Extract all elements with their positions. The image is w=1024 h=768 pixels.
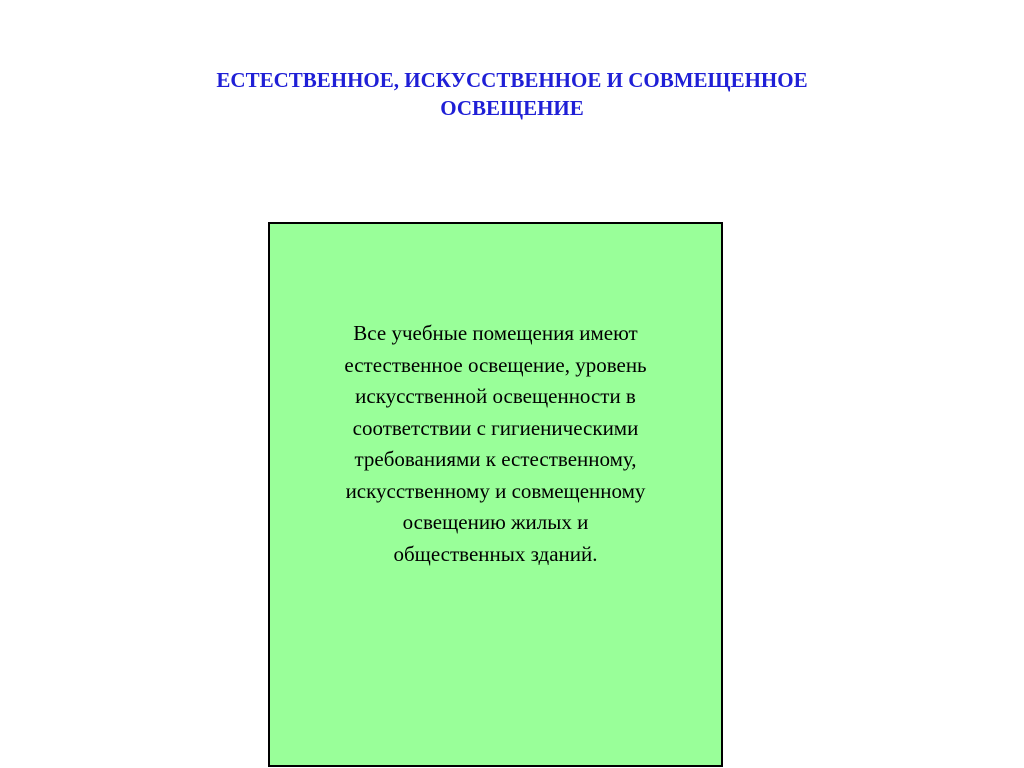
content-line-4: соответствии с гигиеническими [352, 415, 639, 440]
content-line-7: освещению жилых и [402, 510, 589, 534]
content-line-2: естественное освещение, уровень [344, 352, 647, 377]
content-line-1: Все учебные помещения имеют [353, 321, 638, 345]
content-line-8: общественных зданий. [393, 541, 598, 566]
slide-title-line-2: ОСВЕЩЕНИЕ [440, 96, 584, 120]
content-line-3: искусственной освещенности в [355, 384, 636, 408]
content-line-5: требованиями к естественному, [354, 447, 637, 471]
slide-title-line-1: ЕСТЕСТВЕННОЕ, ИСКУССТВЕННОЕ И СОВМЕЩЕННОЕ [216, 68, 808, 92]
slide-title [112, 66, 912, 122]
content-box [268, 222, 723, 767]
content-text [290, 318, 701, 570]
content-line-6: искусственному и совмещенному [345, 478, 646, 503]
